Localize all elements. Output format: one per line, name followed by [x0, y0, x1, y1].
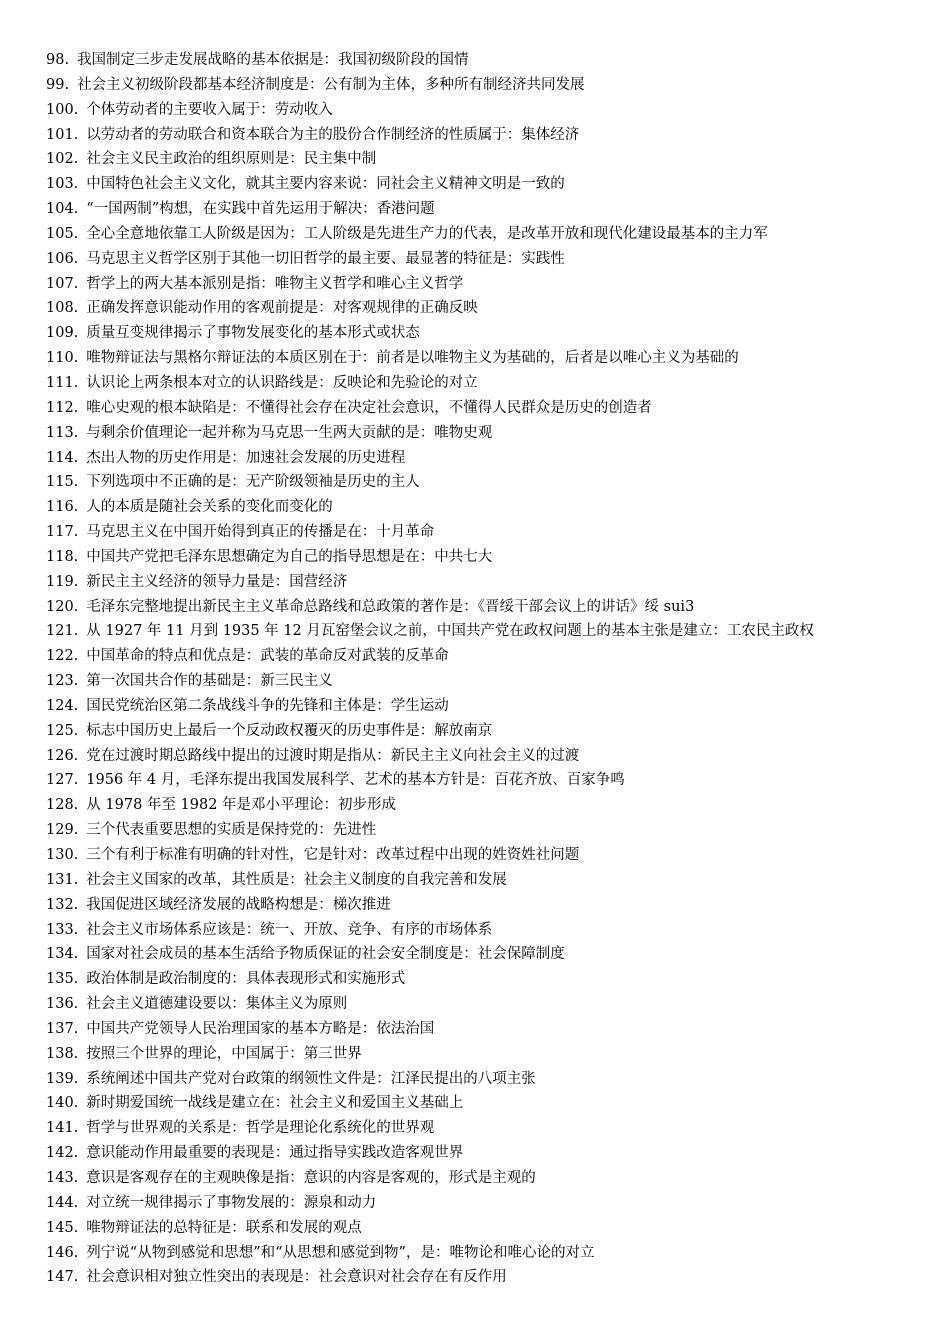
list-item [46, 744, 926, 769]
item-number: 124. [46, 697, 79, 714]
list-item [46, 272, 926, 297]
item-text: 党在过渡时期总路线中提出的过渡时期是指从：新民主主义向社会主义的过渡 [86, 747, 580, 764]
item-number: 111. [46, 374, 79, 391]
list-item [46, 421, 926, 446]
item-number: 133. [46, 921, 79, 938]
item-number: 107. [46, 275, 79, 292]
item-number: 102. [46, 151, 79, 168]
list-item [46, 222, 926, 247]
item-text: 全心全意地依靠工人阶级是因为：工人阶级是先进生产力的代表，是改革开放和现代化建设最基本的主力军 [86, 225, 768, 242]
item-text: 唯物辩证法的总特征是：联系和发展的观点 [86, 1219, 362, 1236]
item-number: 137. [46, 1020, 79, 1037]
list-item [46, 818, 926, 843]
item-number: 110. [46, 350, 79, 367]
list-item [46, 495, 926, 520]
list-item [46, 570, 926, 595]
item-text: 三个代表重要思想的实质是保持党的：先进性 [86, 822, 377, 839]
item-text: 中国共产党把毛泽东思想确定为自己的指导思想是在：中共七大 [86, 548, 493, 565]
item-text: 意识能动作用最重要的表现是：通过指导实践改造客观世界 [86, 1145, 464, 1162]
item-number: 144. [46, 1194, 79, 1211]
list-item [46, 1116, 926, 1141]
item-number: 130. [46, 847, 79, 863]
item-text: 新时期爱国统一战线是建立在：社会主义和爱国主义基础上 [86, 1095, 464, 1112]
item-text: 社会意识相对独立性突出的表现是：社会意识对社会存在有反作用 [86, 1269, 507, 1286]
list-item [46, 1216, 926, 1241]
list-item [46, 1141, 926, 1166]
item-number: 140. [46, 1095, 79, 1112]
item-text: 下列选项中不正确的是：无产阶级领袖是历史的主人 [86, 474, 420, 491]
item-number: 99. [46, 76, 70, 93]
item-number: 147. [46, 1269, 79, 1286]
list-item [46, 123, 926, 148]
item-text: 列宁说“从物到感觉和思想”和“从思想和感觉到物”，是：唯物论和唯心论的对立 [86, 1244, 595, 1261]
list-item [46, 1042, 926, 1067]
item-number: 109. [46, 325, 79, 342]
list-item [46, 197, 926, 222]
item-text: 社会主义国家的改革，其性质是：社会主义制度的自我完善和发展 [86, 871, 507, 888]
item-number: 108. [46, 300, 79, 317]
item-number: 103. [46, 176, 79, 193]
item-text: 认识论上两条根本对立的认识路线是：反映论和先验论的对立 [86, 374, 478, 391]
item-number: 114. [46, 449, 79, 466]
list-item [46, 669, 926, 694]
item-number: 141. [46, 1120, 79, 1137]
item-number: 105. [46, 225, 79, 242]
item-number: 120. [46, 598, 79, 615]
item-number: 123. [46, 673, 79, 690]
list-item [46, 147, 926, 172]
item-number: 100. [46, 101, 79, 118]
list-item [46, 868, 926, 893]
item-text: 社会主义初级阶段都基本经济制度是：公有制为主体，多种所有制经济共同发展 [77, 76, 585, 93]
item-text: 政治体制是政治制度的：具体表现形式和实施形式 [86, 971, 406, 988]
item-text: 唯心史观的根本缺陷是：不懂得社会存在决定社会意识，不懂得人民群众是历史的创造者 [86, 399, 652, 416]
list-item [46, 1265, 926, 1290]
list-item [46, 98, 926, 123]
item-text: 正确发挥意识能动作用的客观前提是：对客观规律的正确反映 [86, 300, 478, 317]
item-number: 106. [46, 250, 79, 267]
list-item [46, 967, 926, 992]
item-number: 125. [46, 722, 79, 739]
item-number: 118. [46, 548, 79, 565]
item-number: 117. [46, 524, 79, 541]
item-text: 我国制定三步走发展战略的基本依据是：我国初级阶段的国情 [77, 52, 469, 68]
list-item [46, 595, 926, 620]
item-text: 中国革命的特点和优点是：武装的革命反对武装的反革命 [86, 648, 449, 665]
item-number: 104. [46, 201, 79, 218]
item-number: 122. [46, 648, 79, 665]
item-number: 143. [46, 1169, 79, 1186]
item-number: 113. [46, 424, 79, 441]
item-text: 我国促进区域经济发展的战略构想是：梯次推进 [86, 896, 391, 913]
item-text: 国家对社会成员的基本生活给予物质保证的社会安全制度是：社会保障制度 [86, 946, 565, 963]
item-text: 以劳动者的劳动联合和资本联合为主的股份合作制经济的性质属于：集体经济 [86, 126, 580, 143]
list-item [46, 520, 926, 545]
item-number: 119. [46, 573, 79, 590]
item-text: 三个有利于标准有明确的针对性，它是针对：改革过程中出现的姓资姓社问题 [86, 847, 580, 863]
item-text: 唯物辩证法与黑格尔辩证法的本质区别在于：前者是以唯物主义为基础的，后者是以唯心主义为基础的 [86, 350, 739, 367]
list-item [46, 768, 926, 793]
item-text: 社会主义市场体系应该是：统一、开放、竞争、有序的市场体系 [86, 921, 493, 938]
list-item [46, 1166, 926, 1191]
list-item [46, 793, 926, 818]
list-item [46, 1241, 926, 1266]
item-text: 中国特色社会主义文化，就其主要内容来说：同社会主义精神文明是一致的 [86, 176, 565, 193]
list-item [46, 918, 926, 943]
list-item [46, 694, 926, 719]
list-item [46, 942, 926, 967]
item-number: 146. [46, 1244, 79, 1261]
list-item [46, 470, 926, 495]
item-number: 142. [46, 1145, 79, 1162]
item-text: 毛泽东完整地提出新民主主义革命总路线和总政策的著作是：《晋绥干部会议上的讲话》绥 sui3 [86, 598, 695, 615]
item-text: 马克思主义哲学区别于其他一切旧哲学的最主要、最显著的特征是：实践性 [86, 250, 565, 267]
item-text: 社会主义民主政治的组织原则是：民主集中制 [86, 151, 377, 168]
item-number: 138. [46, 1045, 79, 1062]
list-item [46, 321, 926, 346]
item-text: 对立统一规律揭示了事物发展的：源泉和动力 [86, 1194, 377, 1211]
item-number: 135. [46, 971, 79, 988]
list-item [46, 48, 926, 73]
item-number: 128. [46, 797, 79, 814]
list-item [46, 346, 926, 371]
item-text: 系统阐述中国共产党对台政策的纲领性文件是：江泽民提出的八项主张 [86, 1070, 536, 1087]
item-text: 人的本质是随社会关系的变化而变化的 [86, 499, 333, 516]
item-number: 136. [46, 996, 79, 1013]
list-item [46, 396, 926, 421]
list-item [46, 296, 926, 321]
item-number: 121. [46, 623, 79, 640]
list-item [46, 73, 926, 98]
item-text: 杰出人物的历史作用是：加速社会发展的历史进程 [86, 449, 406, 466]
item-text: 1956 年 4 月，毛泽东提出我国发展科学、艺术的基本方针是：百花齐放、百家争鸣 [86, 772, 625, 789]
item-number: 112. [46, 399, 79, 416]
item-text: 质量互变规律揭示了事物发展变化的基本形式或状态 [86, 325, 420, 342]
list-item [46, 843, 926, 868]
item-text: 与剩余价值理论一起并称为马克思一生两大贡献的是：唯物史观 [86, 424, 493, 441]
item-number: 145. [46, 1219, 79, 1236]
list-item [46, 371, 926, 396]
list-item [46, 1067, 926, 1092]
item-text: 社会主义道德建设要以：集体主义为原则 [86, 996, 348, 1013]
list-item [46, 545, 926, 570]
list-item [46, 1191, 926, 1216]
item-text: 从 1927 年 11 月到 1935 年 12 月瓦窑堡会议之前，中国共产党在政权问题上的基本主张是建立：工农民主政权 [86, 623, 814, 640]
item-number: 115. [46, 474, 79, 491]
item-number: 139. [46, 1070, 79, 1087]
item-text: 国民党统治区第二条战线斗争的先锋和主体是：学生运动 [86, 697, 449, 714]
list-item [46, 172, 926, 197]
list-item [46, 719, 926, 744]
item-text: 个体劳动者的主要收入属于：劳动收入 [86, 101, 333, 118]
item-text: 哲学上的两大基本派别是指：唯物主义哲学和唯心主义哲学 [86, 275, 464, 292]
list-item [46, 446, 926, 471]
item-text: 按照三个世界的理论，中国属于：第三世界 [86, 1045, 362, 1062]
item-number: 134. [46, 946, 79, 963]
item-text: 从 1978 年至 1982 年是邓小平理论：初步形成 [86, 797, 397, 814]
list-item [46, 1091, 926, 1116]
item-text: 哲学与世界观的关系是：哲学是理论化系统化的世界观 [86, 1120, 435, 1137]
item-text: 第一次国共合作的基础是：新三民主义 [86, 673, 333, 690]
list-item [46, 893, 926, 918]
item-number: 127. [46, 772, 79, 789]
item-number: 131. [46, 871, 79, 888]
item-text: 意识是客观存在的主观映像是指：意识的内容是客观的，形式是主观的 [86, 1169, 536, 1186]
list-item [46, 644, 926, 669]
item-number: 116. [46, 499, 79, 516]
list-item [46, 619, 926, 644]
document-page [46, 48, 926, 1290]
item-text: 新民主主义经济的领导力量是：国营经济 [86, 573, 348, 590]
list-item [46, 1017, 926, 1042]
item-text: “一国两制”构想，在实践中首先运用于解决：香港问题 [86, 201, 435, 218]
item-text: 中国共产党领导人民治理国家的基本方略是：依法治国 [86, 1020, 435, 1037]
item-number: 132. [46, 896, 79, 913]
item-text: 标志中国历史上最后一个反动政权覆灭的历史事件是：解放南京 [86, 722, 493, 739]
item-number: 101. [46, 126, 79, 143]
list-item [46, 247, 926, 272]
item-number: 129. [46, 822, 79, 839]
list-item [46, 992, 926, 1017]
item-number: 98. [46, 52, 70, 68]
item-text: 马克思主义在中国开始得到真正的传播是在：十月革命 [86, 524, 435, 541]
item-number: 126. [46, 747, 79, 764]
